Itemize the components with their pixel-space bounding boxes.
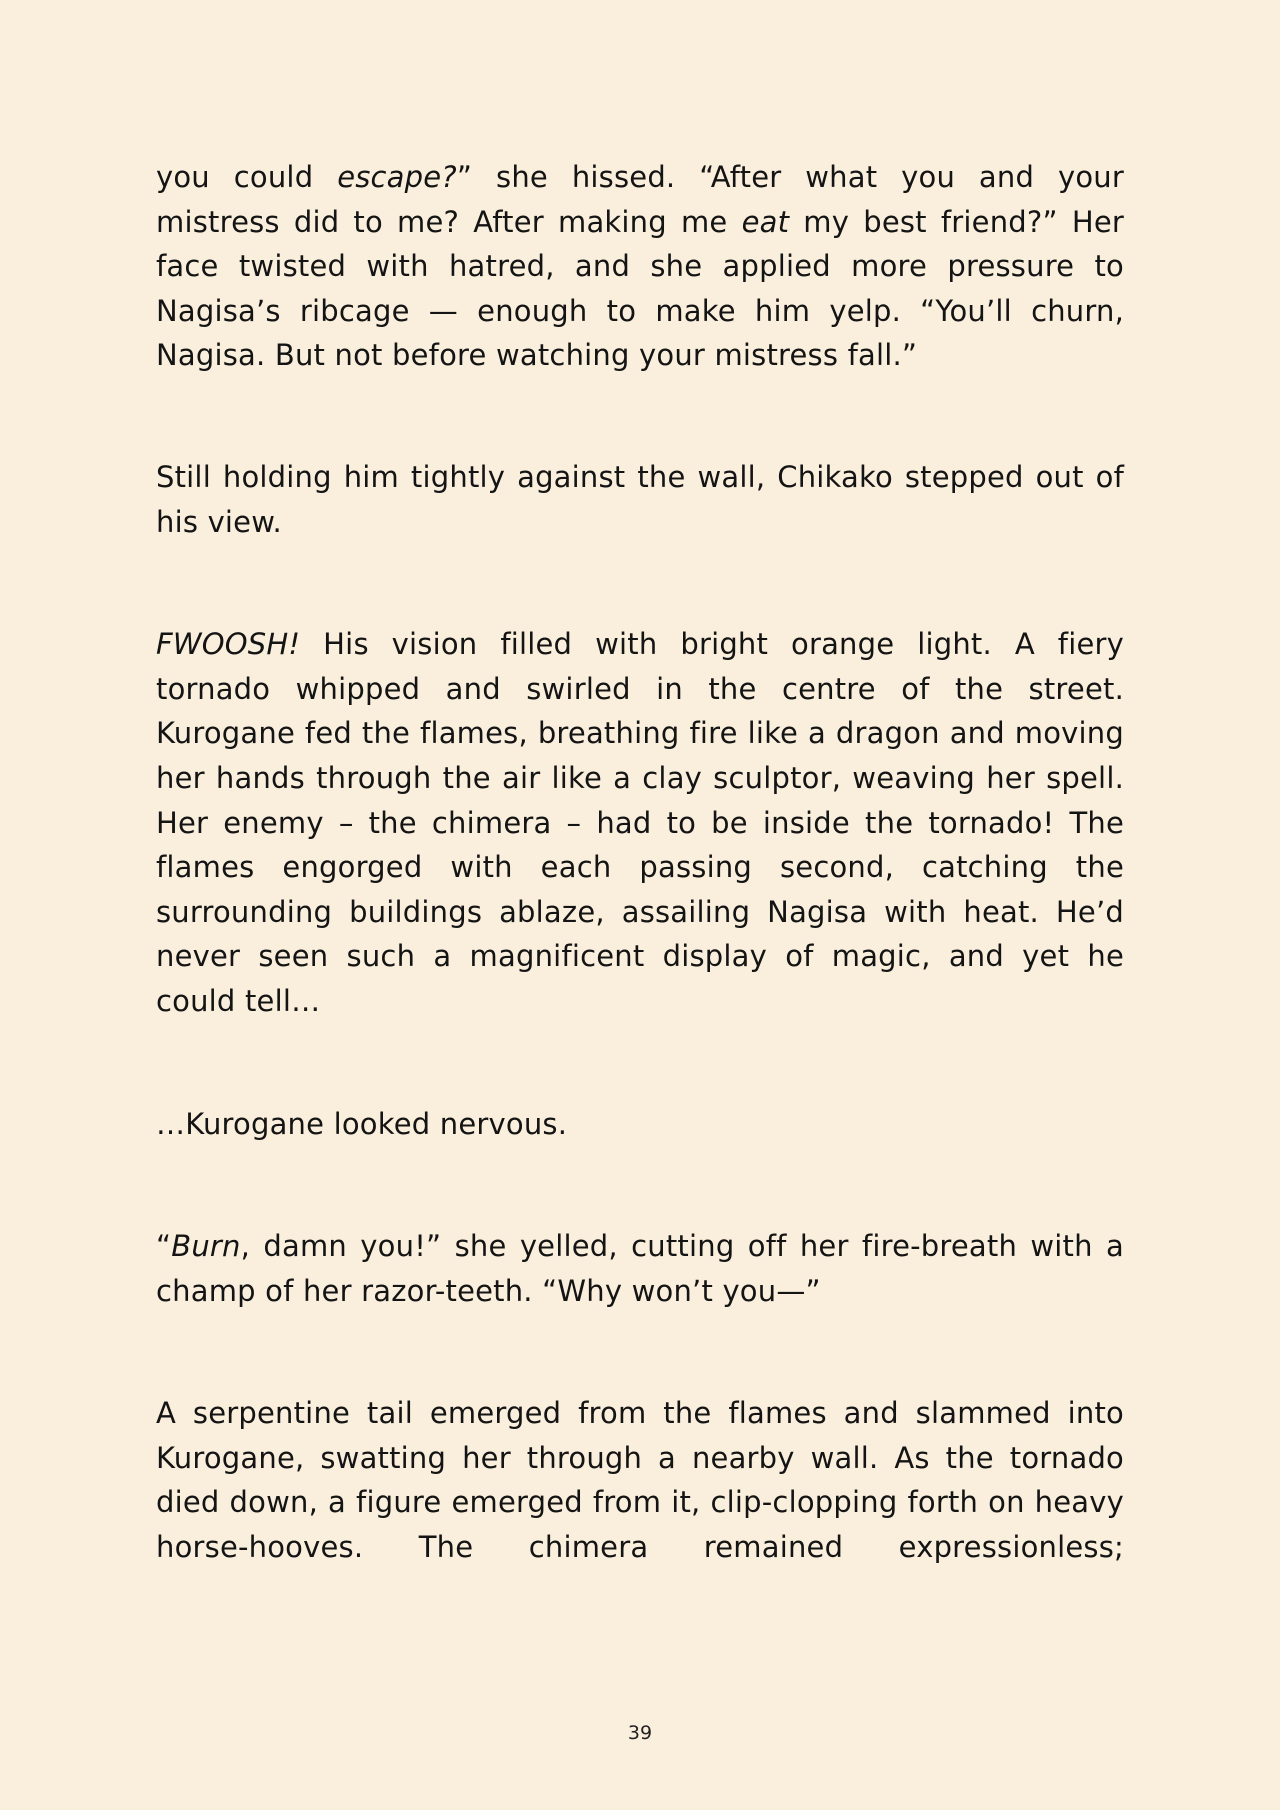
- italic-segment: escape?: [337, 160, 457, 194]
- text-segment: , damn you!” she yelled, cutting off her fire-breath with a champ of her razor-teeth. “Why won’t you—”: [156, 1229, 1124, 1308]
- body-text: [156, 155, 1124, 1570]
- paragraph-3: [156, 622, 1124, 1023]
- paragraph-4: [156, 1102, 1124, 1147]
- text-segment: you could: [156, 160, 338, 194]
- paragraph-6: [156, 1391, 1124, 1569]
- text-segment: ” she hissed. “After what you and your mistress did to me? After making me: [156, 160, 1124, 239]
- italic-segment: FWOOSH!: [156, 627, 301, 662]
- paragraph-2: [156, 455, 1124, 544]
- paragraph-5: [156, 1224, 1124, 1313]
- text-segment: Still holding him tightly against the wall, Chikako stepped out of his view.: [156, 459, 1124, 539]
- paragraph-1: [156, 155, 1124, 378]
- page-number: 39: [627, 1722, 653, 1744]
- text-segment: my best friend?” Her face twisted with hatred, and she applied more pressure to Nagisa’s ribcage — enough to make him yelp. “You’ll churn, Nagisa. But not before watching your mistress fall.”: [156, 204, 1124, 373]
- text-segment: “: [156, 1229, 172, 1264]
- text-segment: …Kurogane looked nervous.: [156, 1106, 568, 1141]
- text-segment: A serpentine tail emerged from the flames and slammed into Kurogane, swatting her through a nearby wall. As the tornado died down, a figure emerged from it, clip-clopping forth on heavy horse-hooves. The chimera remained expressionless;: [156, 1396, 1124, 1565]
- italic-segment: eat: [741, 204, 790, 239]
- text-segment: His vision filled with bright orange light. A fiery tornado whipped and swirled in the centre of the street. Kurogane fed the flames, breathing fire like a dragon and moving her hands through the air like a clay sculptor, weaving her spell. Her enemy – the chimera – had to be inside the tornado! The flames engorged with each passing second, catching the surrounding buildings ablaze, assailing Nagisa with heat. He’d never seen such a magnificent display of magic, and yet he could tell…: [156, 627, 1124, 1018]
- italic-segment: Burn: [171, 1229, 241, 1264]
